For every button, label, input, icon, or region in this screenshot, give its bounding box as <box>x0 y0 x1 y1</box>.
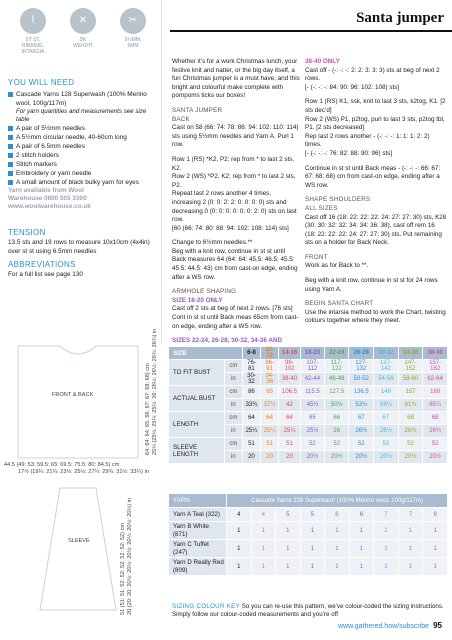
table-cell: 166 <box>423 386 448 399</box>
supplier-url: www.woolwarehouse.co.uk <box>8 203 91 210</box>
list-item: Cascade Yarns 128 Superwash (100% Merino wool, 100g/117m) <box>8 90 158 108</box>
table-cell: 8 <box>423 508 448 522</box>
tension-section <box>8 228 158 256</box>
table-cell: 25½ <box>300 425 324 438</box>
table-cell: 20½ <box>325 451 349 464</box>
table-cell: 50-52 <box>349 373 374 386</box>
section-subheading: FRONT <box>305 253 328 261</box>
section-subheading: BEGIN SANTA CHART <box>305 300 374 308</box>
size-subheading: 38-40 ONLY <box>305 58 340 65</box>
size-header-label: SIZE <box>169 347 243 360</box>
stitch-icon: ⌇ <box>20 8 46 34</box>
unit-cell: in <box>224 373 242 386</box>
table-cell: 64 <box>279 412 301 425</box>
tension-heading: TENSION <box>8 228 46 237</box>
list-item: A 5½mm circular needle, 40-60cm long <box>8 133 158 142</box>
table-cell: 1 <box>325 558 350 576</box>
size-header-cell: 26-28 <box>349 347 374 360</box>
table-cell: 95 <box>261 386 279 399</box>
section-subheading: ALL SIZES <box>305 204 338 212</box>
size-header-cell: 38-40 <box>423 347 448 360</box>
table-cell: 26½ <box>374 425 399 438</box>
spec-needles: ✂ 5½MM, 6MM <box>108 8 158 55</box>
table-cell: 136.5 <box>349 386 374 399</box>
table-cell: 115.5 <box>300 386 324 399</box>
table-cell: 20½ <box>374 451 399 464</box>
table-cell: 1 <box>423 522 448 540</box>
table-cell: 52 <box>300 438 324 451</box>
needles-icon: ✂ <box>120 8 146 34</box>
table-cell: 6 <box>349 508 374 522</box>
section-subheading: SANTA JUMPER <box>172 106 223 114</box>
table-cell: 7 <box>398 508 423 522</box>
table-cell: 67 <box>349 412 374 425</box>
table-cell: 7 <box>374 508 399 522</box>
size-header-cell: 10-12 <box>261 347 279 360</box>
table-cell: 1 <box>349 522 374 540</box>
sleeve-shape <box>40 488 116 610</box>
table-cell: 107-112 <box>300 360 324 373</box>
table-cell: 1 <box>398 540 423 558</box>
table-cell: 20 <box>261 451 279 464</box>
table-row <box>169 438 448 451</box>
supplier-phone: Warehouse 0800 505 3300 <box>8 195 87 202</box>
table-cell: 68 <box>398 412 423 425</box>
table-cell: 62-64 <box>423 373 448 386</box>
table-cell: 1 <box>325 522 350 540</box>
table-cell: 42-44 <box>300 373 324 386</box>
table-cell: 1 <box>276 522 301 540</box>
unit-cell: in <box>224 425 242 438</box>
body-width-measure: 44.5 (49: 53: 59.5: 65: 69.5: 75.5: 80: 84.5) cm 17½ (19¼: 21¼: 23½: 25½: 27¼: 29¾: 31½: 33¼) in <box>4 462 149 475</box>
size-subheading: SIZE 18-20 ONLY <box>172 296 223 304</box>
instruction-text: [60 (66: 74: 80: 88: 94: 102: 108: 114) sts] <box>172 224 289 232</box>
row-label: SLEEVE LENGTH <box>169 438 225 464</box>
table-cell: 51 <box>261 438 279 451</box>
bullet-icon <box>8 144 13 149</box>
table-cell: 1 <box>325 540 350 558</box>
supplies-list <box>8 90 158 187</box>
table-cell: 30-32 <box>242 373 260 386</box>
list-item: A pair of 5½mm needles <box>8 124 158 133</box>
instruction-text: Row 2 (WS) *P2, K2; rep from * to last 2 sts, P2. <box>172 173 296 189</box>
table-cell: 45½ <box>300 399 324 412</box>
table-cell: 51 <box>242 438 260 451</box>
table-cell: 148 <box>374 386 399 399</box>
instruction-text: Cast off 2 sts at beg of next 2 rows. [76 sts] <box>172 305 293 313</box>
key-text: So you can re-use this pattern, we’ve colour-coded the sizing instructions. Simply follow our colour-coded measurements and you’re off <box>172 603 444 618</box>
yarn-header-text: Cascade Yarns 128 Superwash (100% Merino wool, 100g/117m) <box>227 494 448 508</box>
table-cell: 37½ <box>261 399 279 412</box>
instruction-text: Row 1 (RS) *K2, P2; rep from * to last 2 sts, K2. <box>172 155 295 172</box>
front-back-label: FRONT & BACK <box>52 392 94 398</box>
list-item: Embroidery or yarn needle <box>8 169 158 178</box>
table-cell: 34-36 <box>261 373 279 386</box>
instruction-text: Cast off - (-: -: -: 2: 2: 3: 3: 3) sts at beg of next 2 rows. <box>305 66 440 83</box>
table-cell: 66 <box>325 412 349 425</box>
pattern-column-2 <box>172 58 300 346</box>
table-cell: 76-81 <box>242 360 260 373</box>
yarn-label: Yarn C Tuffet (247) <box>169 540 227 558</box>
table-cell: 68 <box>423 412 448 425</box>
row-label: ACTUAL BUST <box>169 386 225 412</box>
tension-text: 13.5 sts and 19 rows to measure 10x10cm (4x4in) over st st using 6.5mm needles <box>8 239 150 255</box>
table-cell: 65¼ <box>423 399 448 412</box>
table-cell: 25¼ <box>242 425 260 438</box>
yarn-label: Yarn B White (871) <box>169 522 227 540</box>
instruction-text: Beg with a knit row, continue in st st until Back measures 64 (64: 64: 45.5: 46.5: 45.5: 45.5: 44.5: 43) cm from cast-on edge, ending after a WS row. <box>172 247 298 281</box>
abbreviations-section <box>8 260 158 280</box>
table-cell: 1 <box>227 558 252 576</box>
table-cell: 1 <box>423 540 448 558</box>
bullet-icon <box>8 180 13 185</box>
table-cell: 147-152 <box>398 360 423 373</box>
supplier-line: Yarn available from Wool <box>8 187 84 194</box>
bullet-icon <box>8 92 13 97</box>
body-length-measure: 64: 64: 64: 65: 66: 67: 67: 68: 68) cm 25¼ (25¼: 25¼: 25½: 26: 26½: 26½: 26¾: 26¾) in <box>145 328 158 455</box>
table-cell: 1 <box>227 540 252 558</box>
table-cell: 52 <box>325 438 349 451</box>
table-row <box>169 386 448 399</box>
table-cell: 5 <box>300 508 325 522</box>
table-cell: 58-60 <box>398 373 423 386</box>
list-item: A pair of 6.5mm needles <box>8 142 158 151</box>
table-cell: 50½ <box>325 399 349 412</box>
table-cell: 1 <box>251 540 276 558</box>
size-table <box>168 346 448 464</box>
list-item <box>8 108 158 124</box>
spec-weight: ✕ DK WEIGHT <box>58 8 108 55</box>
table-cell: 33¾ <box>242 399 260 412</box>
table-cell: 1 <box>276 558 301 576</box>
size-subheading: SIZES 22-24, 26-28, 30-32, 34-36 AND <box>172 337 283 345</box>
instruction-text: Row 2 (WS) P1, p2tog, purl to last 3 sts, p2tog tbl, P1. [2 sts decreased] <box>305 115 445 132</box>
table-cell: 65 <box>300 412 324 425</box>
abbreviations-text: For a full list see page 130 <box>8 271 83 278</box>
yarn-label: Yarn A Teal (322) <box>169 508 227 522</box>
table-cell: 51 <box>279 438 301 451</box>
table-cell: 86-91 <box>261 360 279 373</box>
table-cell: 157 <box>398 386 423 399</box>
bullet-icon <box>8 135 13 140</box>
table-cell: 106.5 <box>279 386 301 399</box>
instruction-text: Repeat last 2 rows another 4 times, increasing 2 (0: 0: 2: 2: 0: 0: 0: 0) sts and decreasing 0 (0: 0: 0: 0: 0: 0: 2: 0) sts on last row. <box>172 190 297 224</box>
table-cell: 20 <box>242 451 260 464</box>
table-cell: 38-40 <box>279 373 301 386</box>
section-subheading: ARMHOLE SHAPING <box>172 288 237 296</box>
table-cell: 157-162 <box>423 360 448 373</box>
table-cell: 1 <box>349 558 374 576</box>
table-cell: 137-142 <box>374 360 399 373</box>
instruction-text: Beg with a knit row, continue in st st for 24 rows using Yarn A. <box>305 277 438 293</box>
bullet-icon <box>8 126 13 131</box>
table-cell: 1 <box>349 540 374 558</box>
table-cell: 1 <box>374 558 399 576</box>
yarn-table-body <box>169 508 448 576</box>
instruction-text: Use the intarsia method to work the Chart, twisting colours together where they meet. <box>305 308 446 325</box>
size-table-body <box>169 360 448 464</box>
list-item: Stitch markers <box>8 160 158 169</box>
instruction-text: Cast off 16 (18: 22: 22: 22: 24: 27: 27: 30) sts, K28 (30: 30: 32: 32: 34: 34: 36: 38), cast off rem 16 (18: 22: 22: 22: 24: 27: 27: 30) sts. Put remaining sts on a holder for Back Neck. <box>305 213 447 247</box>
table-cell: 96-102 <box>279 360 301 373</box>
unit-cell: cm <box>224 412 242 425</box>
instruction-text: Cont in st st until Back meas 65cm from cast-on edge, ending after a WS row. <box>172 314 299 330</box>
table-cell: 64 <box>242 412 260 425</box>
table-cell: 20½ <box>423 451 448 464</box>
table-cell: 20 <box>279 451 301 464</box>
sleeve-label: SLEEVE <box>68 538 90 544</box>
table-cell: 1 <box>423 558 448 576</box>
table-cell: 4 <box>251 508 276 522</box>
table-cell: 1 <box>276 540 301 558</box>
table-row <box>169 540 448 558</box>
size-header-cell: 22-24 <box>325 347 349 360</box>
unit-cell: in <box>224 451 242 464</box>
table-cell: 20½ <box>300 451 324 464</box>
table-cell: 1 <box>300 540 325 558</box>
table-cell: 26½ <box>349 425 374 438</box>
table-cell: 1 <box>374 540 399 558</box>
table-cell: 20½ <box>398 451 423 464</box>
footer-url[interactable]: www.gathered.how/subscribe <box>338 623 430 630</box>
key-label: SIZING COLOUR KEY <box>172 603 241 610</box>
instruction-text: Rep last 2 rows another - (-: -: -: 1: 1: 1: 2: 2) times. <box>305 132 430 149</box>
table-cell: 26¾ <box>398 425 423 438</box>
table-cell: 46-48 <box>325 373 349 386</box>
size-header-cell: 6-8 <box>242 347 260 360</box>
table-cell: 1 <box>398 522 423 540</box>
table-cell: 42 <box>279 399 301 412</box>
yarn-header-label: YARN <box>169 494 227 508</box>
table-row <box>169 508 448 522</box>
sizing-colour-key <box>172 603 448 619</box>
table-cell: 1 <box>251 522 276 540</box>
page-footer <box>338 621 442 630</box>
row-label: LENGTH <box>169 412 225 438</box>
list-item: A small amount of black bulky yarn for eyes <box>8 178 158 187</box>
table-row <box>169 558 448 576</box>
size-header-cell: 30-32 <box>374 347 399 360</box>
table-cell: 52 <box>423 438 448 451</box>
table-cell: 25¼ <box>261 425 279 438</box>
table-cell: 117-122 <box>325 360 349 373</box>
abbreviations-heading: ABBREVIATIONS <box>8 260 76 269</box>
instruction-text: [- (-: -: -: 76: 82: 88: 90: 96) sts] <box>305 149 393 157</box>
size-header-cell: 34-36 <box>398 347 423 360</box>
table-row <box>169 522 448 540</box>
table-cell: 67 <box>374 412 399 425</box>
front-back-shape <box>18 346 138 458</box>
table-cell: 54-56 <box>374 373 399 386</box>
table-cell: 25¼ <box>279 425 301 438</box>
table-cell: 5 <box>276 508 301 522</box>
page-title: Santa jumper <box>356 10 444 26</box>
instruction-text: [- (-: -: -: 84: 90: 96: 102: 108) sts] <box>305 83 400 91</box>
list-item: 2 stitch holders <box>8 151 158 160</box>
table-cell: 6 <box>325 508 350 522</box>
sidebar <box>0 0 162 345</box>
table-cell: 4 <box>227 508 252 522</box>
table-cell: 58¼ <box>374 399 399 412</box>
table-cell: 26 <box>325 425 349 438</box>
instruction-text: Continue in st st until Back meas - (-: -: -: 66: 67: 67: 68: 68) cm from cast-on edge, ending after a WS row. <box>305 164 441 189</box>
table-cell: 52 <box>349 438 374 451</box>
yarn-header-row <box>169 494 448 508</box>
table-cell: 64 <box>261 412 279 425</box>
table-cell: 127.5 <box>325 386 349 399</box>
yarn-label: Yarn D Really Red (809) <box>169 558 227 576</box>
table-cell: 86 <box>242 386 260 399</box>
sleeve-length-measure: 51 (51: 51: 52: 52: 52: 52: 52: 52) cm 20 (20: 20: 20½: 20½: 20½: 20½: 20½: 20½) in <box>120 498 133 615</box>
note-text: For yarn quantities and measurements see size table <box>16 108 147 123</box>
table-header-row <box>169 347 448 360</box>
instruction-text: Row 1 (RS) K1, ssk, knit to last 3 sts, k2tog, K1. [2 sts dec’d] <box>305 98 446 114</box>
unit-cell: cm <box>224 360 242 373</box>
spec-stitch: ⌇ ST ST, RIBBING, INTARSIA <box>8 8 58 55</box>
table-cell: 53¾ <box>349 399 374 412</box>
page-number: 95 <box>433 621 442 630</box>
pattern-column-3 <box>305 58 447 332</box>
table-cell: 26¾ <box>423 425 448 438</box>
section-subheading: BACK <box>172 115 190 123</box>
yarn-weight-icon: ✕ <box>70 8 96 34</box>
unit-cell: cm <box>224 438 242 451</box>
size-header-cell: 18-20 <box>300 347 324 360</box>
table-cell: 1 <box>300 558 325 576</box>
table-cell: 20½ <box>349 451 374 464</box>
you-need-heading: YOU WILL NEED <box>8 78 75 87</box>
instruction-text: Cast on 58 (66: 74: 78: 86: 94: 102: 110: 114) sts using 5½mm needles and Yarn A. Purl 1 row. <box>172 124 299 149</box>
table-cell: 1 <box>300 522 325 540</box>
spec-icons <box>8 8 158 55</box>
section-subheading: SHAPE SHOULDERS <box>305 196 371 204</box>
table-row <box>169 412 448 425</box>
unit-cell: in <box>224 399 242 412</box>
table-cell: 127-132 <box>349 360 374 373</box>
yarn-table <box>168 493 448 576</box>
table-cell: 52 <box>374 438 399 451</box>
table-row <box>169 360 448 373</box>
bullet-icon <box>8 153 13 158</box>
table-cell: 52 <box>398 438 423 451</box>
intro-text: Whether it’s for a work Christmas lunch, your festive knit and natter, or the big day itself, a fun Christmas jumper is a must have, and this bright and colourful make complete with pompoms ticks our boxes! <box>172 58 300 100</box>
you-will-need <box>8 78 158 211</box>
instruction-text: Change to 6½mm needles.** <box>172 239 253 247</box>
table-cell: 61¾ <box>398 399 423 412</box>
unit-cell: cm <box>224 386 242 399</box>
bullet-icon <box>8 162 13 167</box>
bullet-icon <box>8 171 13 176</box>
table-cell: 1 <box>374 522 399 540</box>
table-cell: 1 <box>251 558 276 576</box>
title-rule <box>170 30 452 32</box>
table-cell: 1 <box>398 558 423 576</box>
instruction-text: Work as for Back to **. <box>305 262 369 270</box>
size-header-cell: 14-16 <box>279 347 301 360</box>
row-label: TO FIT BUST <box>169 360 225 386</box>
table-cell: 1 <box>227 522 252 540</box>
